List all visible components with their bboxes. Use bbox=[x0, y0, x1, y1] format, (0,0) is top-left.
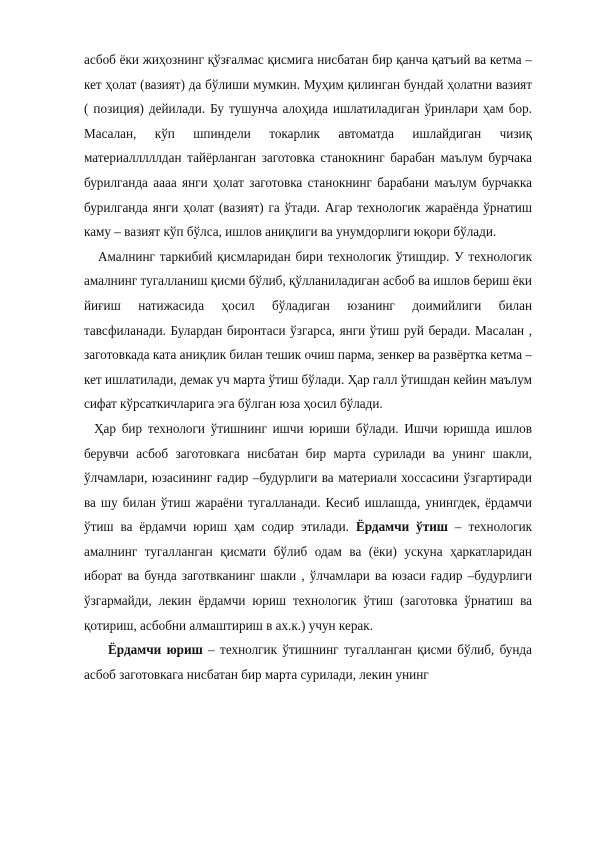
paragraph-2: Амалнинг таркибий қисмларидан бири технологик ўтишдир. У технологик амалнинг тугалланиш қисми бўлиб, қўлланиладиган асбоб ва ишлов бериш ёки йиғиш натижасида ҳосил бўладиган юзанинг доимийлиги билан тавсфиланади. Булардан биронтаси ўзгарса, янги ўтиш руй беради. Масалан , заготовкада ката аниқлик билан тешик очиш парма, зенкер ва развёртка кетма – кет ишлатилади, демак уч марта ўтиш бўлади. Ҳар галл ўтишдан кейин маълум сифат кўрсаткичларига эга бўлган юза ҳосил бўлади. bbox=[84, 248, 533, 412]
paragraph-3-text: Ҳар бир технологи ўтишнинг ишчи юриши бўлади. Ишчи юришда ишлов берувчи асбоб заготовкага нисбатан бир марта сурилади ва унинг шакли, ўлчамлари, юзасининг ғадир –будурлиги ва материали хоссасини ўзгартиради ва шу билан ўтиш жараёни тугалланади. Кесиб ишлашда, унингдек, ёрдамчи ўтиш ва ёрдамчи юриш ҳам содир этилади. bbox=[84, 420, 532, 535]
term-auxiliary-stroke: Ёрдамчи юриш bbox=[108, 642, 203, 658]
paragraph-3-definition: – технологик амалнинг тугалланган қисмати бўлиб одам ва (ёки) ускуна ҳаркатларидан иборат ва бунда заготвканинг шакли , ўлчамлари ва юзаси ғадир –будурлиги ўзгармайди, лекин ёрдамчи юриш технологик ўтиш (заготовка ўрнатиш ва қотириш, асбобни алмаштириш в ах.к.) учун керак. bbox=[84, 519, 533, 633]
document-body bbox=[84, 48, 532, 687]
paragraph-4-text: – технолгик ўтишнинг тугалланган қисми бўлиб, бунда асбоб заготовкага нисбатан бир марта сурилади, лекин унинг bbox=[84, 642, 532, 682]
term-auxiliary-transition: Ёрдамчи ўтиш bbox=[355, 519, 448, 535]
paragraph-3 bbox=[84, 417, 532, 638]
paragraph-1: асбоб ёки жиҳознинг қўзғалмас қисмига нисбатан бир қанча қатъий ва кетма – кет ҳолат (вазият) да бўлиши мумкин. Муҳим қилинган бундай ҳолатни вазият ( позиция) дейилади. Бу тушунча алоҳида ишлатиладиган ўринлари ҳам бор. Масалан, кўп шпиндели токарлик автоматда ишлайдиган чизиқ материалллллдан тайёрланган заготовка станокнинг барабан маълум бурчака бурилганда аааа янги ҳолат заготовка станокнинг барабани маълум бурчакка бурилганда янги ҳолат (вазият) га ўтади. Агар технологик жараёнда ўрнатиш каму – вазият кўп бўлса, ишлов аниқлиги ва унумдорлиги юқори бўлади. bbox=[84, 52, 532, 240]
paragraph-4 bbox=[84, 638, 532, 687]
